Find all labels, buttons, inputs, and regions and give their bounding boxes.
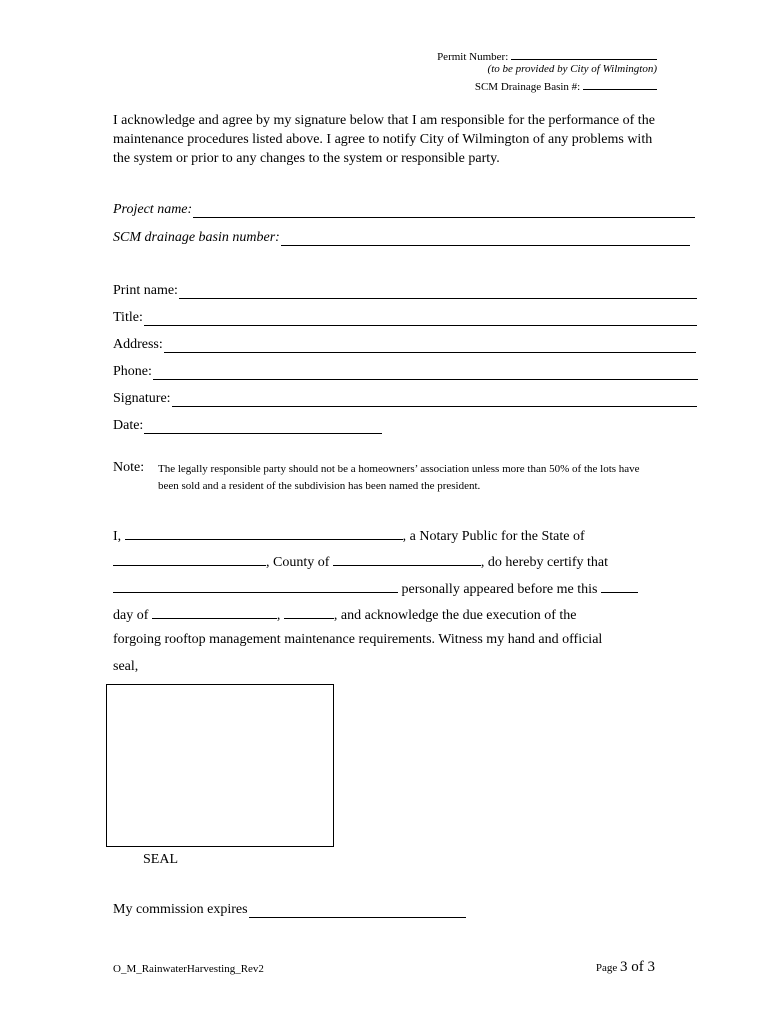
footer-page-of: 3 of 3 xyxy=(620,959,655,975)
permit-note: (to be provided by City of Wilmington) xyxy=(487,63,657,75)
acknowledgement-paragraph: I acknowledge and agree by my signature below that I am responsible for the performance of the maintenance procedures listed above. I agree to notify City of Wilmington of any problems with the system or prior to any changes to the system or responsible party. xyxy=(113,113,655,166)
notary-month-blank[interactable] xyxy=(152,606,277,619)
address-field xyxy=(113,333,696,353)
notary-line-2 xyxy=(113,553,608,571)
date-label: Date: xyxy=(113,418,144,433)
notary-name-blank[interactable] xyxy=(125,527,403,540)
permit-number-blank[interactable] xyxy=(511,47,657,60)
notary-line-4 xyxy=(113,606,576,624)
notary-line-3 xyxy=(113,580,638,598)
scm-basin-number-input[interactable] xyxy=(281,230,690,246)
signature-field xyxy=(113,387,697,407)
notary-day-blank[interactable] xyxy=(601,580,638,593)
notary-county-blank[interactable] xyxy=(333,553,481,566)
note-text: The legally responsible party should not be a homeowners’ association unless more than 50% of the lots have been sold and a resident of the subdivision has been named the president. xyxy=(158,463,640,492)
title-field xyxy=(113,306,697,326)
print-name-field xyxy=(113,279,697,299)
notary-state-text: , a Notary Public for the State of xyxy=(402,529,585,544)
footer-page-number xyxy=(596,959,655,976)
footer-doc-id: O_M_RainwaterHarvesting_Rev2 xyxy=(113,963,264,975)
notary-appearer-blank[interactable] xyxy=(113,580,398,593)
notary-line-5: forgoing rooftop management maintenance requirements. Witness my hand and official xyxy=(113,632,603,647)
address-label: Address: xyxy=(113,337,163,352)
scm-basin-blank[interactable] xyxy=(583,77,657,90)
notary-appeared-text: personally appeared before me this xyxy=(401,582,598,597)
notary-certify-text: , do hereby certify that xyxy=(480,555,609,570)
notary-i: I, xyxy=(113,529,122,544)
notary-year-blank[interactable] xyxy=(284,606,334,619)
signature-input[interactable] xyxy=(172,391,697,407)
notary-line-6: seal, xyxy=(113,659,139,674)
print-name-input[interactable] xyxy=(179,283,697,299)
phone-field xyxy=(113,360,698,380)
seal-label: SEAL xyxy=(143,852,178,867)
signature-label: Signature: xyxy=(113,391,171,406)
commission-input[interactable] xyxy=(249,902,466,918)
scm-basin-line xyxy=(475,77,657,94)
notary-comma: , xyxy=(276,608,281,623)
notary-line-1 xyxy=(113,527,585,545)
address-input[interactable] xyxy=(164,337,696,353)
note-label: Note: xyxy=(113,460,145,475)
phone-label: Phone: xyxy=(113,364,152,379)
title-label: Title: xyxy=(113,310,143,325)
project-name-label: Project name: xyxy=(113,202,193,217)
title-input[interactable] xyxy=(144,310,697,326)
permit-number-label: Permit Number: xyxy=(437,51,509,63)
seal-box xyxy=(106,684,334,847)
notary-county-text: , County of xyxy=(266,555,330,570)
scm-basin-number-field xyxy=(113,226,690,246)
scm-basin-number-label: SCM drainage basin number: xyxy=(113,230,280,245)
date-input[interactable] xyxy=(144,418,382,434)
notary-state-blank[interactable] xyxy=(113,553,266,566)
project-name-input[interactable] xyxy=(193,202,695,218)
footer-page-word: Page xyxy=(595,962,618,974)
date-field xyxy=(113,414,382,434)
commission-field xyxy=(113,898,466,918)
print-name-label: Print name: xyxy=(113,283,178,298)
notary-dayof-text: day of xyxy=(113,608,149,623)
phone-input[interactable] xyxy=(153,364,698,380)
notary-acknowledge-text: , and acknowledge the due execution of the xyxy=(333,608,577,623)
commission-label: My commission expires xyxy=(113,902,248,917)
scm-basin-label: SCM Drainage Basin #: xyxy=(474,81,581,93)
project-name-field xyxy=(113,198,695,218)
